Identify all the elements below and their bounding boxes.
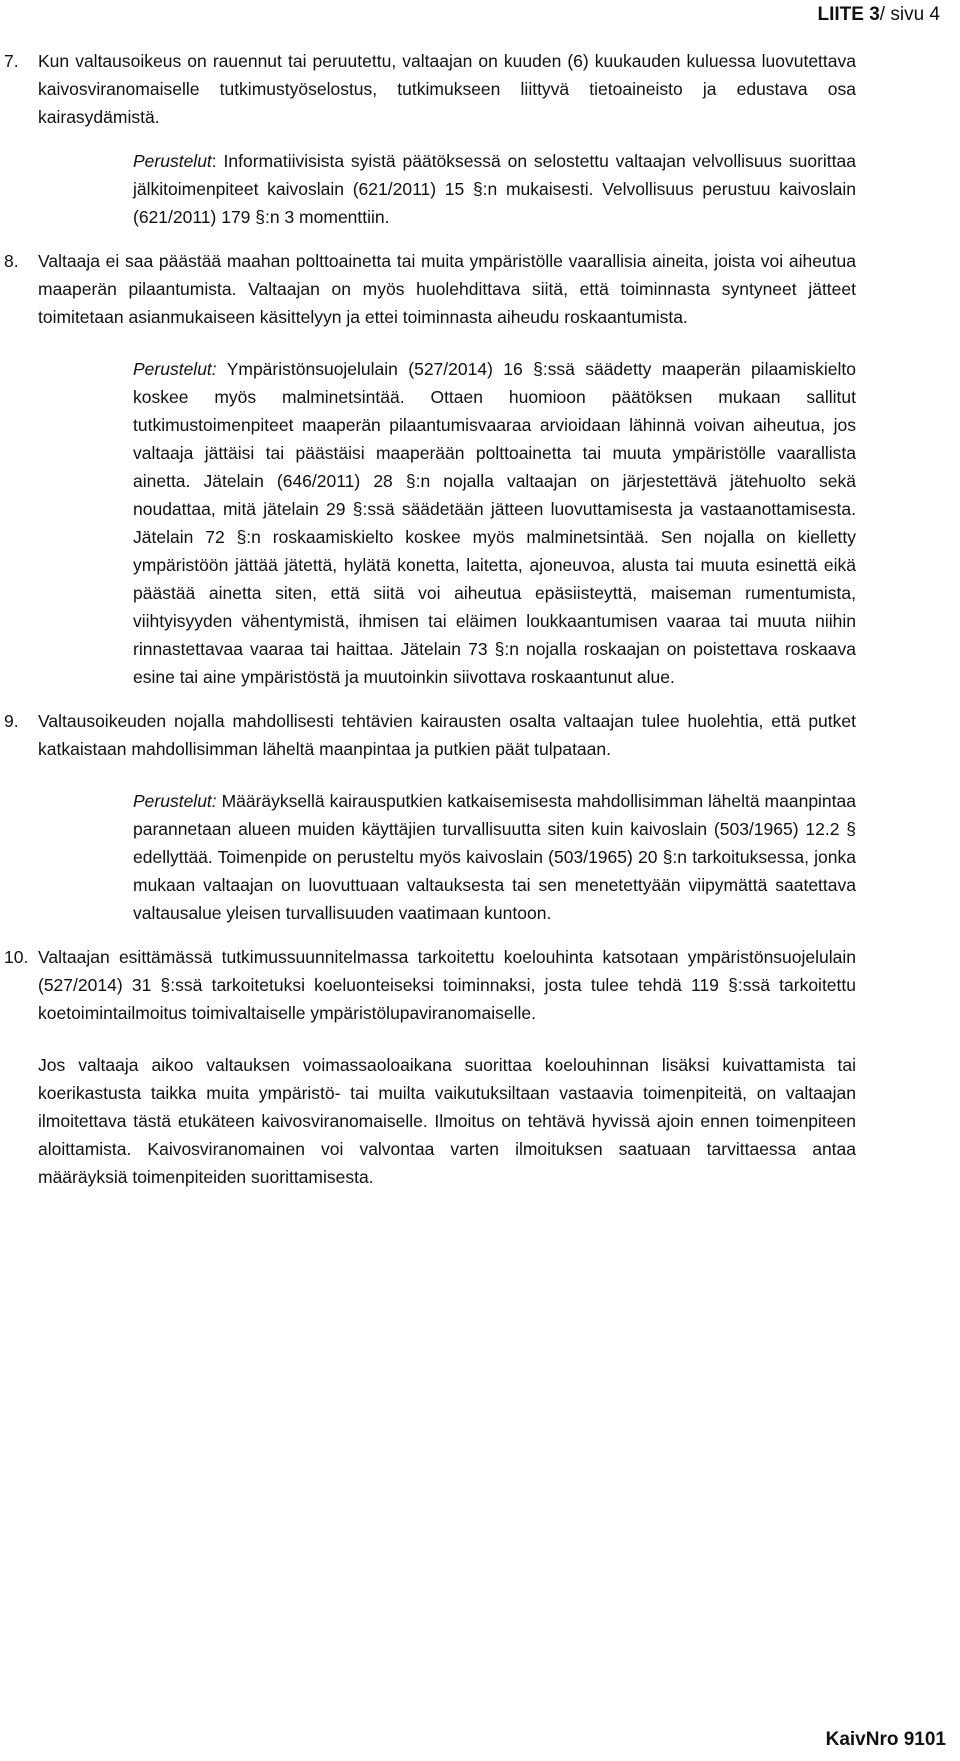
document-body: [0, 47, 960, 1191]
item-number: 10.: [4, 947, 29, 967]
closing-paragraph: Jos valtaaja aikoo valtauksen voimassaoloaikana suorittaa koelouhinnan lisäksi kuivattamista tai koerikastusta taikka muita ympäristö- tai muilta vaikutuksiltaan vastaavia toimenpiteitä, on valtaajan ilmoitettava tästä etukäteen kaivosviranomaiselle. Ilmoitus on tehtävä hyvissä ajoin ennen toimenpiteen aloittamista. Kaivosviranomainen voi valvontaa varten ilmoituksen saatuaan tarvittaessa antaa määräyksiä toimenpiteiden suorittamisesta.: [38, 1055, 856, 1187]
reasoning-item-8: [0, 355, 960, 691]
header-separator: /: [879, 4, 886, 25]
appendix-label: LIITE 3: [817, 4, 880, 25]
condition-item-9: [0, 707, 960, 763]
reasoning-label: Perustelut:: [133, 791, 217, 811]
item-text: Kun valtausoikeus on rauennut tai peruutettu, valtaajan on kuuden (6) kuukauden kuluessa luovutettava kaivosviranomaiselle tutkimustyöselostus, tutkimukseen liittyvä tietoaineisto ja edustava osa kairasydämistä.: [38, 51, 856, 127]
item-text: Valtaaja ei saa päästää maahan polttoainetta tai muita ympäristölle vaarallisia aineita, joista voi aiheutua maaperän pilaantumista. Valtaajan on myös huolehdittava siitä, että toiminnasta syntyneet jätteet toimitetaan asianmukaiseen käsittelyyn ja ettei toiminnasta aiheudu roskaantumista.: [38, 251, 856, 327]
reasoning-text: Ympäristönsuojelulain (527/2014) 16 §:ssä säädetty maaperän pilaamiskielto koskee myös malminetsintää. Ottaen huomioon päätöksen mukaan sallitut tutkimustoimenpiteet maaperän pilaantumisvaaraa arvioidaan lähinnä voivan aiheutua, jos valtaaja jättäisi tai päästäisi maaperään polttoainetta tai muuta ympäristölle vaarallista ainetta. Jätelain (646/2011) 28 §:n nojalla valtaajan on järjestettävä jätehuolto sekä noudattaa, mitä jätelain 29 §:ssä säädetään jätteen luovuttamisesta ja vastaanottamisesta. Jätelain 72 §:n roskaamiskielto koskee myös malminetsintää. Sen nojalla on kielletty ympäristöön jättää jätettä, hylätä konetta, laitetta, ajoneuvoa, alusta tai muuta esinettä eikä päästää ainetta siten, että siitä voi aiheutua epäsiisteyttä, maiseman rumentumista, viihtyisyyden vähentymistä, ihmisen tai eläimen loukkaantumisen vaaraa tai muuta niihin rinnastettavaa vaaraa tai haittaa. Jätelain 73 §:n nojalla roskaajan on poistettava roskaava esine tai aine ympäristöstä ja muutoinkin siivottava roskaantunut alue.: [133, 359, 856, 687]
case-number: KaivNro 9101: [825, 1729, 946, 1750]
reasoning-text: Määräyksellä kairausputkien katkaisemisesta mahdollisimman läheltä maanpintaa parannetaan alueen muiden käyttäjien turvallisuutta siten kuin kaivoslain (503/1965) 12.2 § edellyttää. Toimenpide on perusteltu myös kaivoslain (503/1965) 20 §:n tarkoituksessa, jonka mukaan valtaajan on luovuttuaan valtauksesta tai sen menetettyään viipymättä saatettava valtausalue yleisen turvallisuuden vaatimaan kuntoon.: [133, 791, 856, 923]
condition-item-10: [0, 943, 960, 1027]
item-text: Valtaajan esittämässä tutkimussuunnitelmassa tarkoitettu koelouhinta katsotaan ympäristönsuojelulain (527/2014) 31 §:ssä tarkoitetuksi koeluonteiseksi toiminnaksi, josta tulee tehdä 119 §:ssä tarkoitettu koetoimintailmoitus toimivaltaiselle ympäristölupaviranomaiselle.: [38, 947, 856, 1023]
reasoning-label: Perustelut: [133, 151, 212, 171]
condition-item-8: [0, 247, 960, 331]
page-header: [818, 2, 941, 28]
reasoning-item-9: [0, 787, 960, 927]
item-number: 7.: [4, 51, 19, 71]
item-number: 8.: [4, 251, 19, 271]
page-footer: [826, 1727, 946, 1753]
condition-item-7: [0, 47, 960, 131]
item-text: Valtausoikeuden nojalla mahdollisesti tehtävien kairausten osalta valtaajan tulee huolehtia, että putket katkaistaan mahdollisimman läheltä maanpintaa ja putkien päät tulpataan.: [38, 711, 856, 759]
page-number: sivu 4: [890, 4, 940, 25]
reasoning-text: : Informatiivisista syistä päätöksessä on selostettu valtaajan velvollisuus suorittaa jälkitoimenpiteet kaivoslain (621/2011) 15 §:n mukaisesti. Velvollisuus perustuu kaivoslain (621/2011) 179 §:n 3 momenttiin.: [133, 151, 856, 227]
item-number: 9.: [4, 711, 19, 731]
reasoning-item-7: [0, 147, 960, 231]
reasoning-label: Perustelut:: [133, 359, 217, 379]
